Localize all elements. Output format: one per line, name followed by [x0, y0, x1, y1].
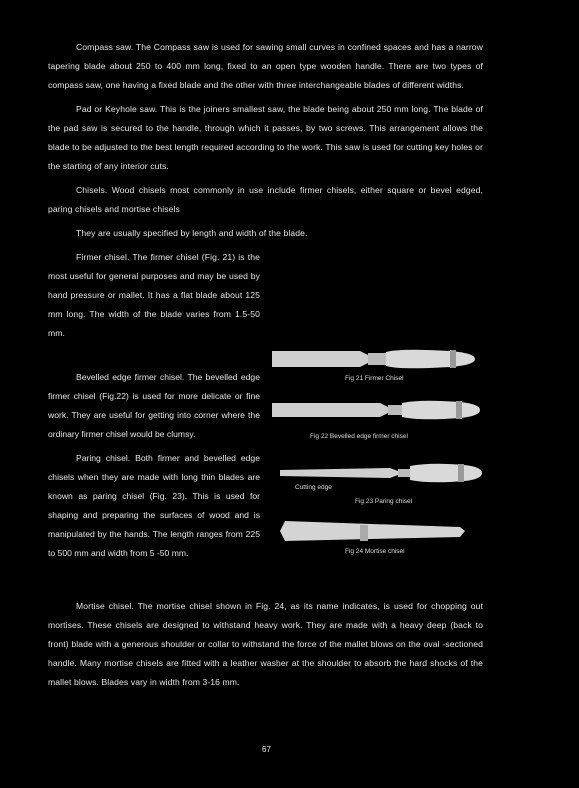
paragraph: Mortise chisel. The mortise chisel shown in Fig. 24, as its name indicates, is used for chopping out mortises. These chisels are designed to withstand heavy work. They are made with a heavy deep (back to front) blade with a generous shoulder or collar to withstand the force of the mallet blows on the oval -sectioned handle. Many mortise chisels are fitted with a leather washer at the shoulder to absorb the hard shocks of the mallet blows. Blades vary in width from 3-16 mm.	[48, 601, 483, 687]
paragraph: Paring chisel. Both firmer and bevelled edge chisels when they are made with long thin blades are known as paring chisel (Fig. 23). This is used for shaping and preparing the surfaces of wood and is manipulated by the hands. The length ranges from 225 to 500 mm and width from 5 -50 mm.	[48, 453, 260, 558]
caption-fig21: Fig 21 Firmer Chisel	[345, 375, 404, 382]
caption-fig23: Fig 23 Paring chisel	[355, 498, 413, 505]
paragraph: Chisels. Wood chisels most commonly in use include firmer chisels, either square or bevel edged, paring chisels and mortise chisels	[48, 185, 483, 214]
firmer-chisel-image	[270, 345, 485, 375]
figure-firmer-chisel	[270, 345, 485, 383]
top-text-block	[48, 38, 483, 348]
left-column-text	[48, 368, 260, 568]
bevelled-chisel-image	[270, 395, 485, 425]
caption-fig22: Fig 22 Bevelled edge firmer chisel	[310, 433, 408, 440]
paragraph: Pad or Keyhole saw. This is the joiners smallest saw, the blade being about 250 mm long. The blade of the pad saw is secured to the handle, through which it passes, by two screws. This arrangement allows the blade to be adjusted to the best length required according to the work. This saw is used for cutting key holes or the starting of any interior cuts.	[48, 104, 483, 171]
figure-paring-chisel	[270, 458, 485, 510]
figure-bevelled-chisel	[270, 395, 485, 440]
paragraph: They are usually specified by length and width of the blade.	[76, 228, 308, 238]
page-number: 67	[262, 745, 271, 754]
paragraph: Compass saw. The Compass saw is used for sawing small curves in confined spaces and has a narrow tapering blade about 250 to 400 mm long, fixed to an open type wooden handle. There are two types of compass saw, one having a fixed blade and the other with three interchangeable blades of different widths.	[48, 42, 483, 90]
label-cutting-edge: Cutting edge	[295, 484, 332, 491]
bottom-text-block	[48, 597, 483, 697]
paragraph: Firmer chisel. The firmer chisel (Fig. 21) is the most useful for general purposes and may be used by hand pressure or mallet. It has a flat blade about 125 mm long. The width of the blade varies from 1.5-50 mm.	[48, 252, 260, 338]
mortise-chisel-image	[270, 515, 485, 549]
figure-mortise-chisel	[270, 515, 485, 565]
paragraph: Bevelled edge firmer chisel. The bevelled edge firmer chisel (Fig.22) is used for more delicate or fine work. They are useful for getting into corner where the ordinary firmer chisel would be clumsy.	[48, 372, 260, 439]
caption-fig24: Fig 24 Mortise chisel	[345, 548, 405, 555]
